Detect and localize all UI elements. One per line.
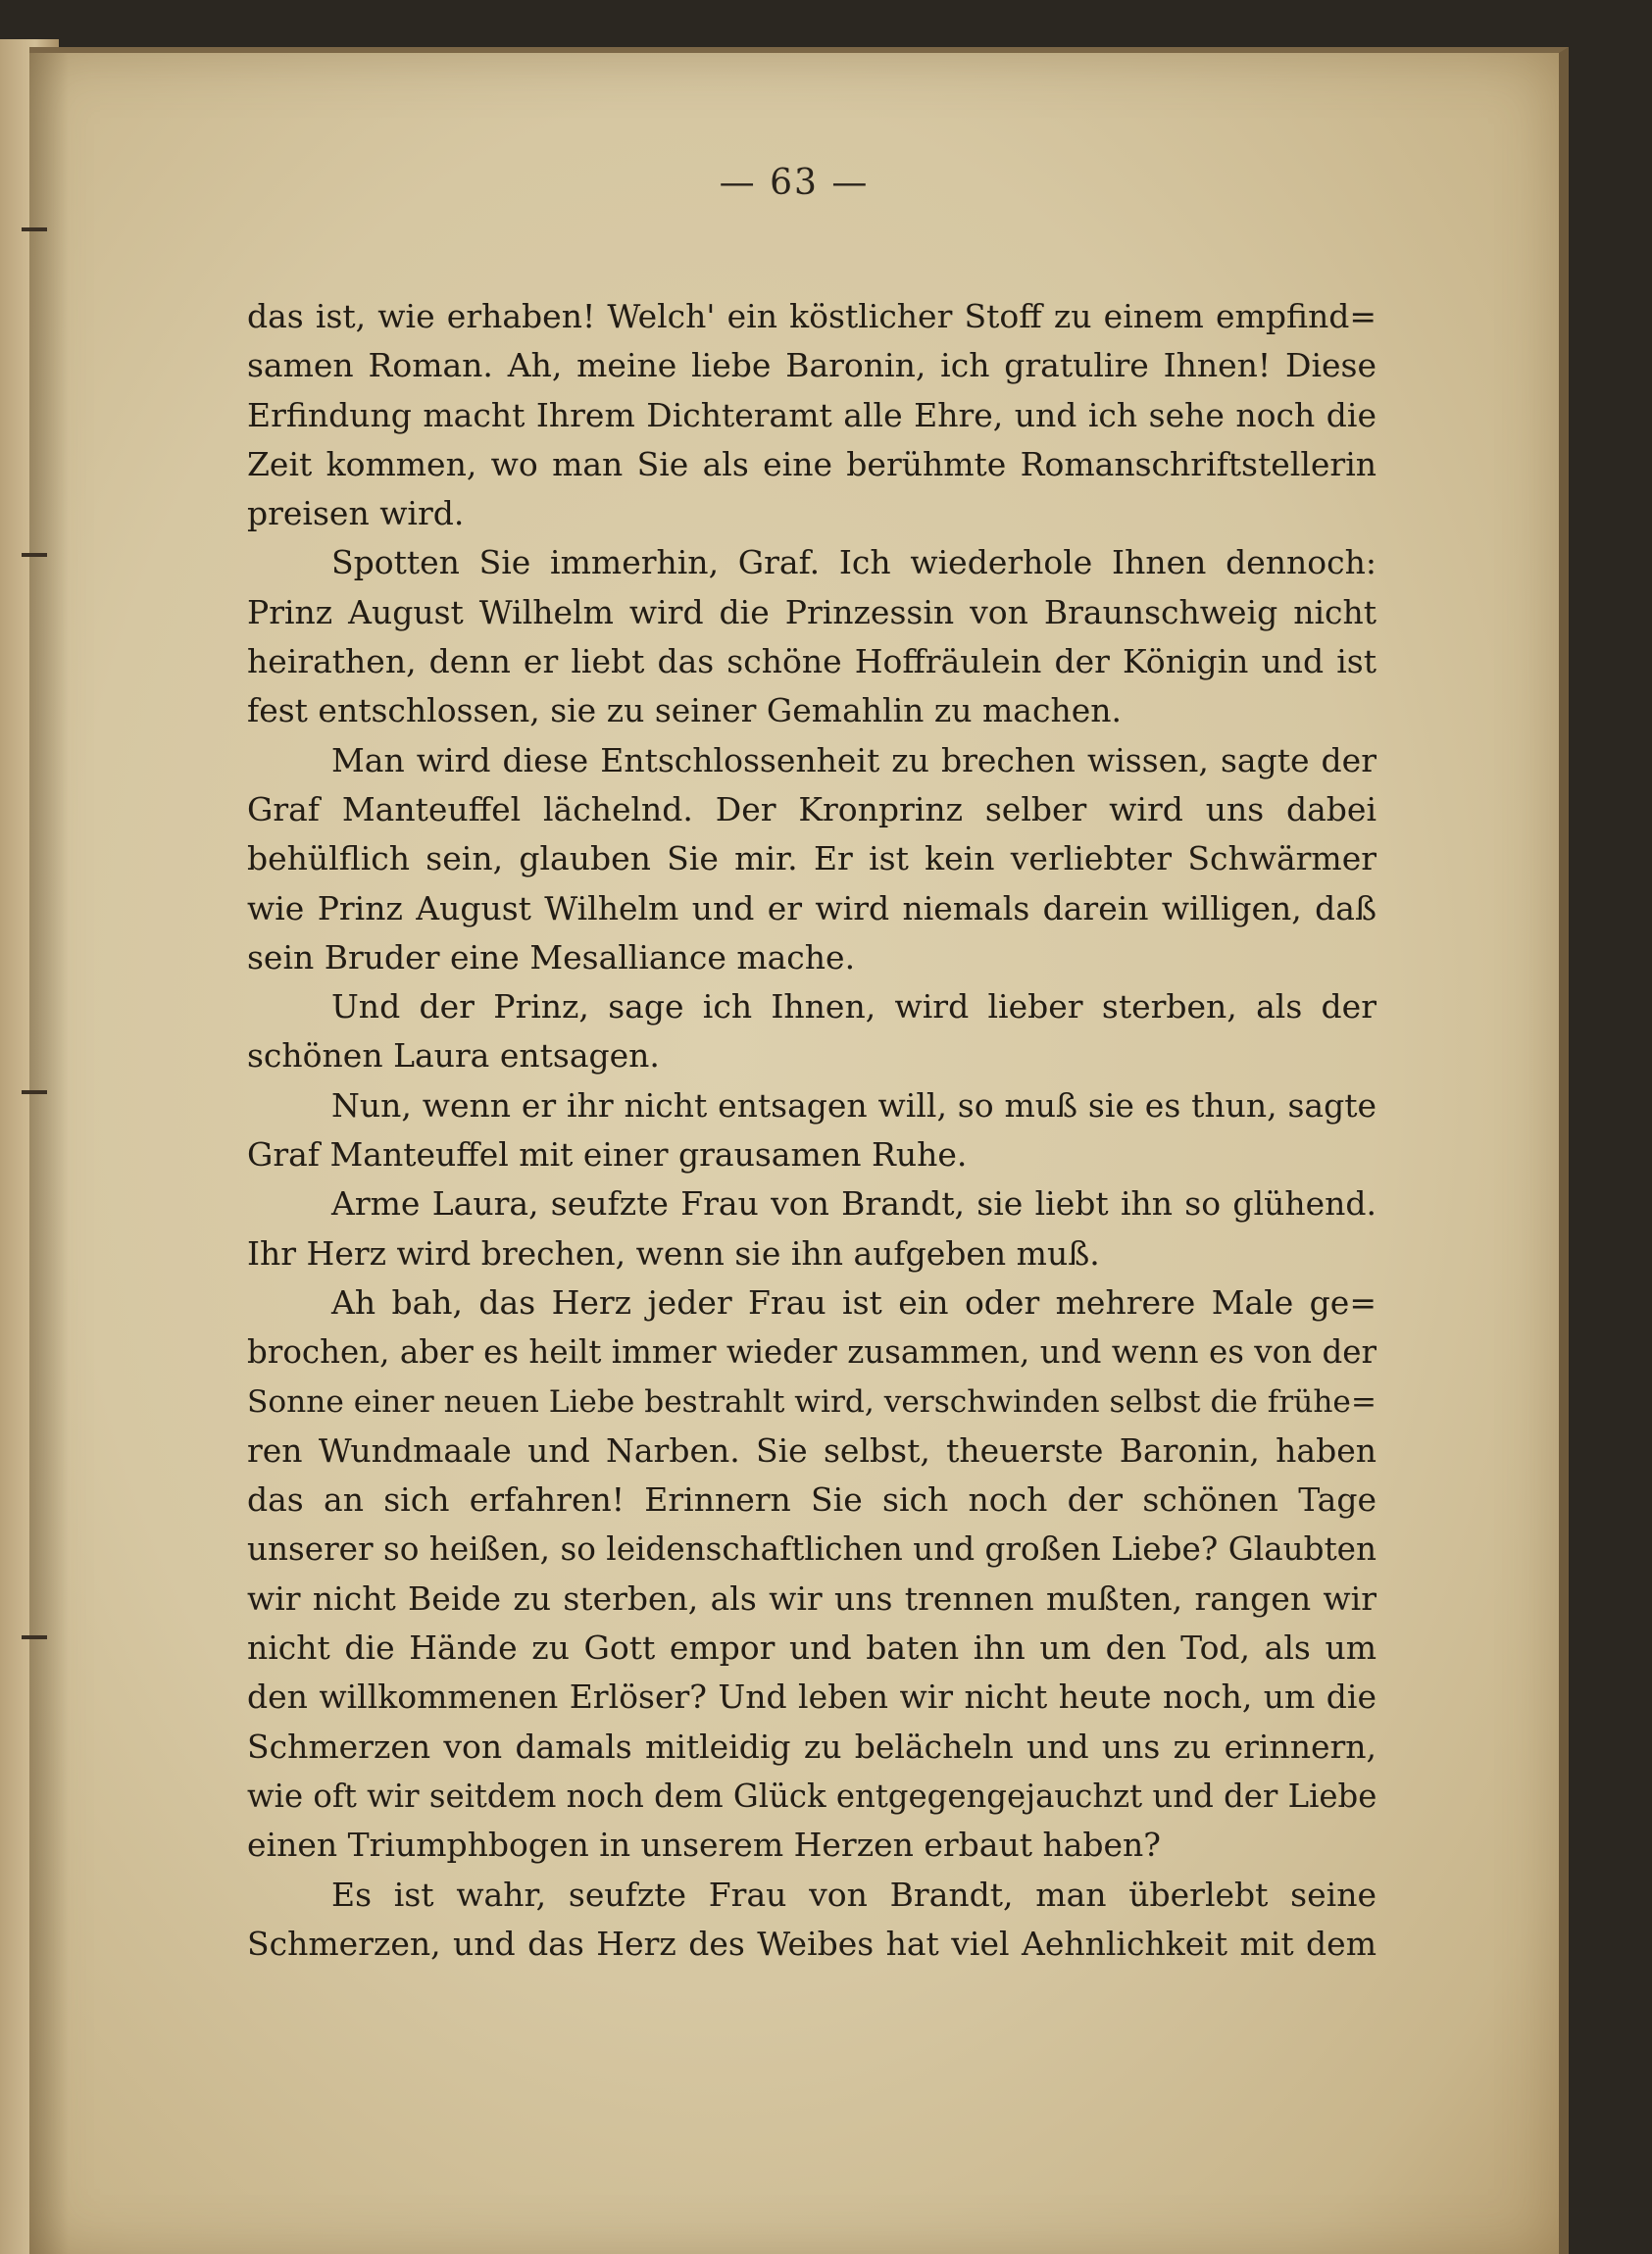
text-line: das ist, wie erhaben! Welch' ein köstlicher Stoff zu einem empfind= <box>247 297 1377 335</box>
text-line: Sonne einer neuen Liebe bestrahlt wird, verschwinden selbst die frühe= <box>247 1383 1377 1420</box>
text-line: wie Prinz August Wilhelm und er wird niemals darein willigen, daß <box>247 888 1377 927</box>
text-line: nicht die Hände zu Gott empor und baten ihn um den Tod, als um <box>247 1628 1377 1668</box>
body-text <box>247 292 1377 1969</box>
text-line: das an sich erfahren! Erinnern Sie sich noch der schönen Tage <box>247 1480 1377 1520</box>
text-line: den willkommenen Erlöser? Und leben wir nicht heute noch, um die <box>247 1678 1377 1717</box>
text-line: behülflich sein, glauben Sie mir. Er ist kein verliebter Schwärmer <box>247 839 1377 878</box>
page-number: — 63 — <box>719 163 870 203</box>
text-line: Ihr Herz wird brechen, wenn sie ihn aufgeben muß. <box>247 1233 1100 1273</box>
text-line: Erfindung macht Ihrem Dichteramt alle Ehre, und ich sehe noch die <box>247 395 1377 434</box>
margin-mark <box>22 553 47 557</box>
text-line: Es ist wahr, seufzte Frau von Brandt, man überlebt seine <box>331 1875 1377 1914</box>
text-line: brochen, aber es heilt immer wieder zusammen, und wenn es von der <box>247 1333 1377 1372</box>
margin-mark <box>22 1635 47 1639</box>
text-line: samen Roman. Ah, meine liebe Baronin, ich gratulire Ihnen! Diese <box>247 346 1377 385</box>
spine-shadow <box>29 53 69 2254</box>
text-line: Nun, wenn er ihr nicht entsagen will, so muß sie es thun, sagte <box>331 1085 1377 1125</box>
text-line: wir nicht Beide zu sterben, als wir uns trennen mußten, rangen wir <box>247 1578 1377 1618</box>
text-line: Graf Manteuffel lächelnd. Der Kronprinz selber wird uns dabei <box>247 789 1377 828</box>
text-line: sein Bruder eine Mesalliance mache. <box>247 937 856 977</box>
text-line: Man wird diese Entschlossenheit zu brechen wissen, sagte der <box>331 740 1377 779</box>
text-line: Graf Manteuffel mit einer grausamen Ruhe. <box>247 1135 968 1175</box>
book-page <box>29 47 1569 2254</box>
text-line: heirathen, denn er liebt das schöne Hoffräulein der Königin und ist <box>247 642 1377 681</box>
text-line: Spotten Sie immerhin, Graf. Ich wiederhole Ihnen dennoch: <box>331 543 1377 582</box>
text-line: Und der Prinz, sage ich Ihnen, wird lieber sterben, als der <box>331 987 1377 1027</box>
margin-mark <box>22 1090 47 1094</box>
text-line: einen Triumphbogen in unserem Herzen erbaut haben? <box>247 1826 1161 1865</box>
text-line: unserer so heißen, so leidenschaftlichen und großen Liebe? Glaubten <box>247 1530 1377 1569</box>
text-line: Prinz August Wilhelm wird die Prinzessin von Braunschweig nicht <box>247 592 1377 631</box>
text-line: Zeit kommen, wo man Sie als eine berühmte Romanschriftstellerin <box>247 444 1377 483</box>
text-line: fest entschlossen, sie zu seiner Gemahlin zu machen. <box>247 691 1122 730</box>
text-line: Schmerzen, und das Herz des Weibes hat viel Aehnlichkeit mit dem <box>247 1924 1377 1963</box>
text-line: preisen wird. <box>247 494 465 533</box>
text-line: wie oft wir seitdem noch dem Glück entgegengejauchzt und der Liebe <box>247 1777 1377 1815</box>
text-line: schönen Laura entsagen. <box>247 1036 660 1076</box>
text-line: Schmerzen von damals mitleidig zu belächeln und uns zu erinnern, <box>247 1727 1377 1766</box>
text-line: Ah bah, das Herz jeder Frau ist ein oder mehrere Male ge= <box>331 1282 1377 1322</box>
text-line: Arme Laura, seufzte Frau von Brandt, sie liebt ihn so glühend. <box>331 1184 1377 1224</box>
margin-mark <box>22 227 47 231</box>
text-line: ren Wundmaale und Narben. Sie selbst, theuerste Baronin, haben <box>247 1430 1377 1470</box>
